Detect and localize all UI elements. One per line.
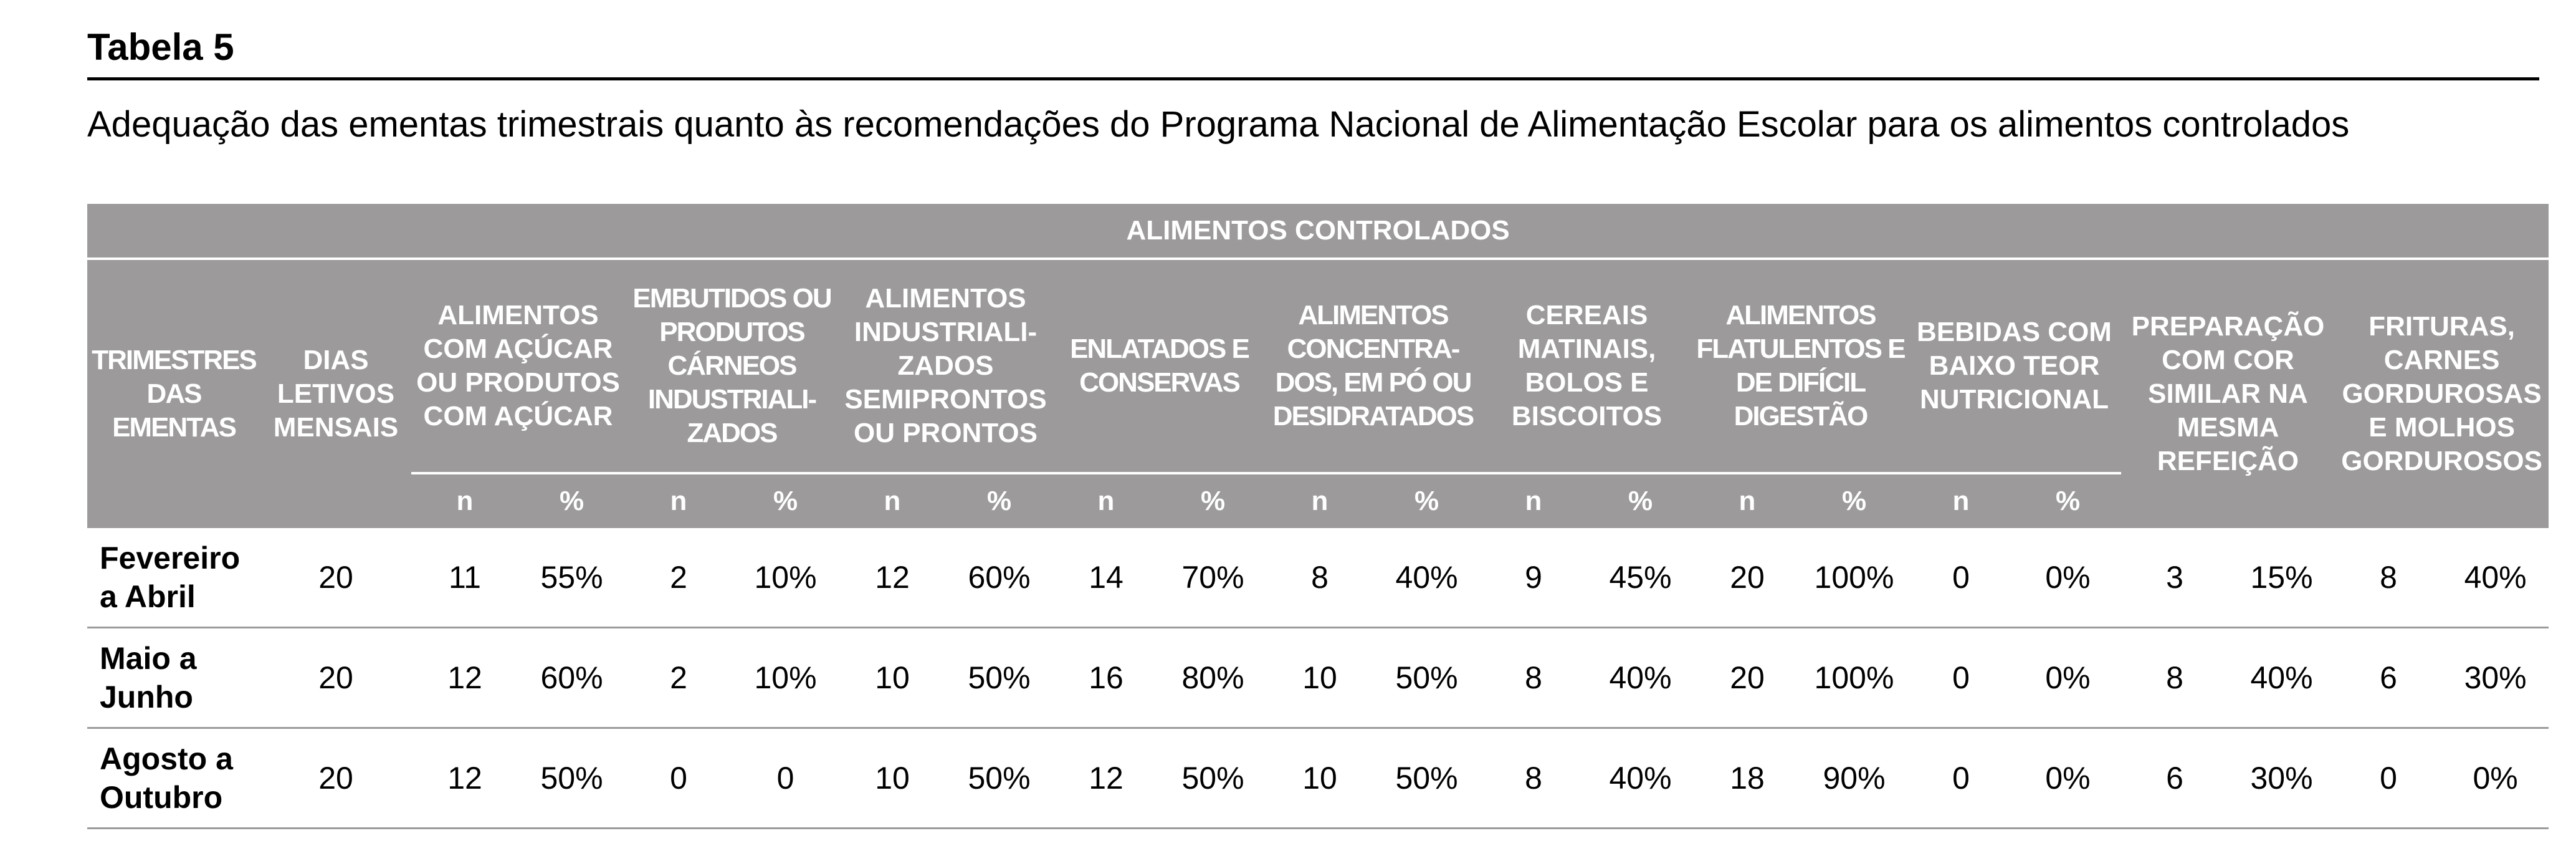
cell-value: 0 [1907, 728, 2015, 828]
cell-trimestre: Fevereiro a Abril [87, 528, 260, 628]
data-table [87, 204, 2549, 829]
cell-value: 6 [2335, 627, 2442, 728]
cell-value: 0 [732, 728, 839, 828]
cell-dias: 20 [260, 728, 411, 828]
header-trimestres: TRIMESTRES DAS EMENTAS [87, 259, 260, 528]
cell-value: 12 [839, 528, 946, 628]
cell-dias: 20 [260, 528, 411, 628]
sub-header-n: n [1052, 473, 1160, 528]
cell-value: 40% [1373, 528, 1480, 628]
cell-value: 40% [1587, 728, 1694, 828]
cell-value: 70% [1160, 528, 1266, 628]
sub-header-pct: % [1801, 473, 1907, 528]
sub-header-n: n [839, 473, 946, 528]
cell-value: 0% [2015, 728, 2121, 828]
cell-value: 10% [732, 627, 839, 728]
sub-header-n: n [1694, 473, 1801, 528]
cell-value: 6 [2121, 728, 2228, 828]
header-group-flatulentos: ALIMENTOS FLATULENTOS E DE DIFÍCIL DIGESTÃO [1694, 259, 1907, 473]
cell-value: 0 [2335, 728, 2442, 828]
cell-value: 0 [1907, 528, 2015, 628]
cell-value: 3 [2121, 528, 2228, 628]
sub-header-pct: % [1373, 473, 1480, 528]
cell-value: 40% [2228, 627, 2335, 728]
sub-header-pct: % [1160, 473, 1266, 528]
sub-header-n: n [625, 473, 732, 528]
header-group-industrializados: ALIMENTOS INDUSTRIALI-ZADOS SEMIPRONTOS OU PRONTOS [839, 259, 1052, 473]
sub-header-n: n [1266, 473, 1373, 528]
cell-value: 0 [1907, 627, 2015, 728]
super-header: ALIMENTOS CONTROLADOS [87, 204, 2549, 259]
cell-value: 50% [518, 728, 625, 828]
cell-trimestre: Agosto a Outubro [87, 728, 260, 828]
cell-value: 55% [518, 528, 625, 628]
sub-header-pct: % [518, 473, 625, 528]
cell-value: 80% [1160, 627, 1266, 728]
cell-value: 8 [2335, 528, 2442, 628]
table-row [87, 528, 2549, 628]
cell-value: 10% [732, 528, 839, 628]
table-row [87, 728, 2549, 828]
cell-value: 50% [946, 728, 1052, 828]
cell-value: 60% [946, 528, 1052, 628]
cell-value: 30% [2442, 627, 2549, 728]
cell-value: 50% [1373, 627, 1480, 728]
cell-value: 60% [518, 627, 625, 728]
cell-value: 8 [1480, 627, 1587, 728]
cell-dias: 20 [260, 627, 411, 728]
cell-value: 50% [1160, 728, 1266, 828]
cell-value: 2 [625, 627, 732, 728]
cell-value: 0% [2442, 728, 2549, 828]
header-group-embutidos: EMBUTIDOS OU PRODUTOS CÁRNEOS INDUSTRIALI-ZADOS [625, 259, 839, 473]
header-group-acucar: ALIMENTOS COM AÇÚCAR OU PRODUTOS COM AÇÚCAR [411, 259, 625, 473]
cell-value: 0% [2015, 528, 2121, 628]
table-caption: Adequação das ementas trimestrais quanto às recomendações do Programa Nacional de Alimentação Escolar para os alimentos controlados [87, 104, 2350, 145]
cell-value: 10 [1266, 627, 1373, 728]
sub-header-pct: % [2015, 473, 2121, 528]
cell-value: 18 [1694, 728, 1801, 828]
cell-value: 12 [411, 728, 518, 828]
sub-header-n: n [1907, 473, 2015, 528]
cell-value: 40% [2442, 528, 2549, 628]
table-row [87, 627, 2549, 728]
header-group-enlatados: ENLATADOS E CONSERVAS [1052, 259, 1266, 473]
cell-value: 90% [1801, 728, 1907, 828]
header-group-cor-similar: PREPARAÇÃO COM COR SIMILAR NA MESMA REFEIÇÃO [2121, 259, 2335, 528]
header-group-frituras: FRITURAS, CARNES GORDUROSAS E MOLHOS GORDUROSOS [2335, 259, 2549, 528]
cell-value: 50% [1373, 728, 1480, 828]
header-group-concentrados: ALIMENTOS CONCENTRA-DOS, EM PÓ OU DESIDRATADOS [1266, 259, 1480, 473]
document-page [87, 25, 2542, 829]
cell-value: 15% [2228, 528, 2335, 628]
sub-header-n: n [411, 473, 518, 528]
header-dias-letivos: DIAS LETIVOS MENSAIS [260, 259, 411, 528]
cell-value: 10 [1266, 728, 1373, 828]
cell-value: 14 [1052, 528, 1160, 628]
cell-value: 100% [1801, 627, 1907, 728]
cell-value: 8 [1480, 728, 1587, 828]
cell-value: 10 [839, 728, 946, 828]
sub-header-pct: % [1587, 473, 1694, 528]
cell-value: 30% [2228, 728, 2335, 828]
cell-value: 16 [1052, 627, 1160, 728]
table-label: Tabela 5 [87, 25, 2539, 80]
cell-value: 40% [1587, 627, 1694, 728]
sub-header-pct: % [946, 473, 1052, 528]
cell-value: 10 [839, 627, 946, 728]
cell-value: 45% [1587, 528, 1694, 628]
cell-value: 0 [625, 728, 732, 828]
cell-value: 50% [946, 627, 1052, 728]
cell-value: 9 [1480, 528, 1587, 628]
cell-value: 100% [1801, 528, 1907, 628]
cell-trimestre: Maio a Junho [87, 627, 260, 728]
header-group-bebidas: BEBIDAS COM BAIXO TEOR NUTRICIONAL [1907, 259, 2121, 473]
cell-value: 0% [2015, 627, 2121, 728]
cell-value: 20 [1694, 528, 1801, 628]
cell-value: 11 [411, 528, 518, 628]
cell-value: 12 [1052, 728, 1160, 828]
sub-header-n: n [1480, 473, 1587, 528]
sub-header-pct: % [732, 473, 839, 528]
cell-value: 8 [1266, 528, 1373, 628]
cell-value: 20 [1694, 627, 1801, 728]
cell-value: 12 [411, 627, 518, 728]
cell-value: 2 [625, 528, 732, 628]
header-group-cereais: CEREAIS MATINAIS, BOLOS E BISCOITOS [1480, 259, 1694, 473]
cell-value: 8 [2121, 627, 2228, 728]
